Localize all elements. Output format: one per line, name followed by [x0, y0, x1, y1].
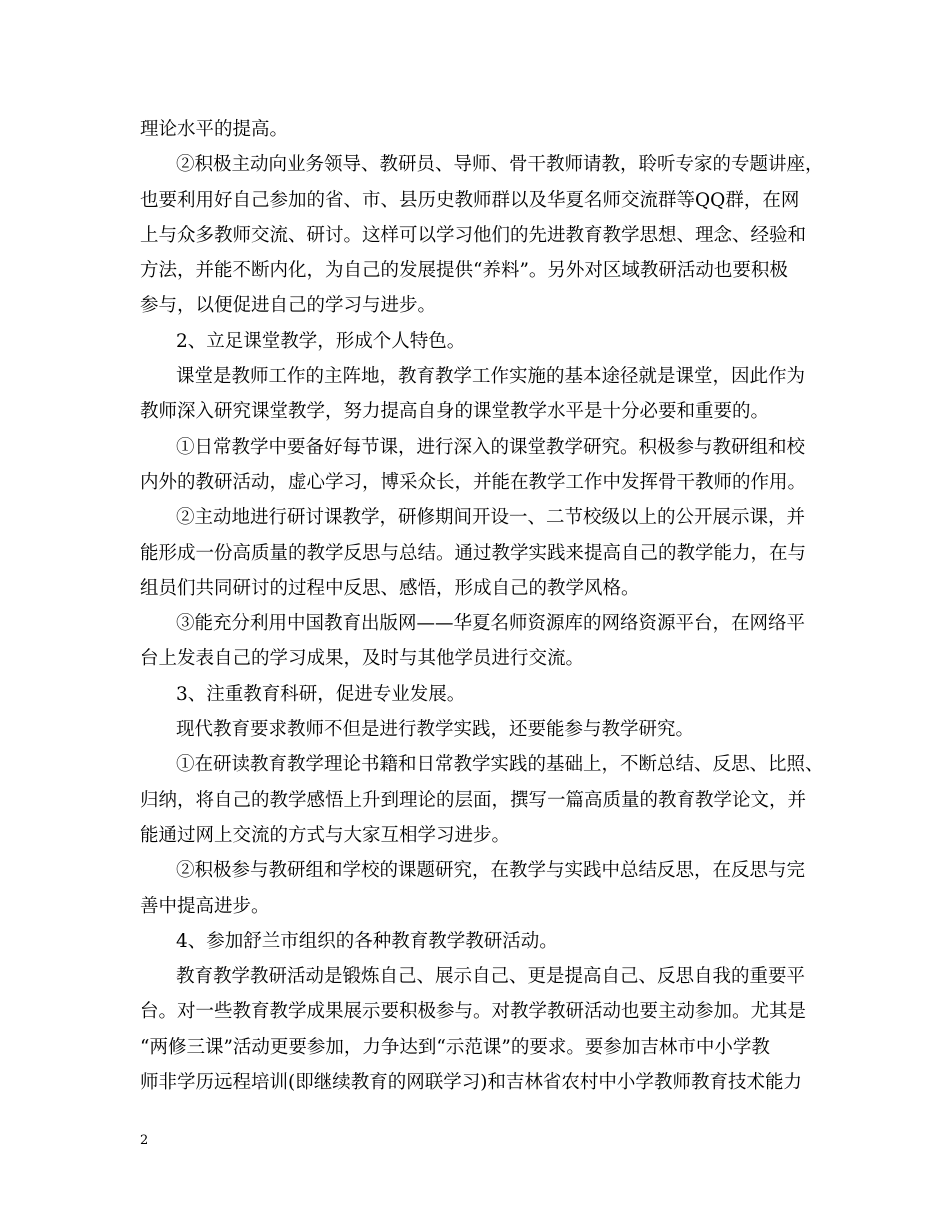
paragraph-line: “两修三课”活动更要参加，力争达到“示范课”的要求。要参加吉林市中小学教 — [140, 1036, 770, 1058]
paragraph-line: 台上发表自己的学习成果，及时与其他学员进行交流。 — [140, 648, 585, 670]
paragraph-line: 教育教学教研活动是锻炼自己、展示自己、更是提高自己、反思自我的重要平 — [176, 966, 806, 988]
document-body — [140, 112, 826, 1100]
paragraph-line: 师非学历远程培训(即继续教育的网联学习)和吉林省农村中小学教师教育技术能力 — [140, 1072, 802, 1094]
paragraph-line: 组员们共同研讨的过程中反思、感悟，形成自己的教学风格。 — [140, 577, 640, 599]
section-heading: 3、注重教育科研，促进专业发展。 — [176, 683, 466, 705]
page-number: 2 — [140, 1133, 149, 1148]
paragraph-line: 方法，并能不断内化，为自己的发展提供“养料”。另外对区域教研活动也要积极 — [140, 260, 788, 282]
paragraph-line: 内外的教研活动，虚心学习，博采众长，并能在教学工作中发挥骨干教师的作用。 — [140, 471, 807, 493]
paragraph-line: 课堂是教师工作的主阵地，教育教学工作实施的基本途径就是课堂，因此作为 — [176, 366, 806, 388]
paragraph-line: 能形成一份高质量的教学反思与总结。通过教学实践来提高自己的教学能力，在与 — [140, 542, 807, 564]
paragraph-line: 上与众多教师交流、研讨。这样可以学习他们的先进教育教学思想、理念、经验和 — [140, 224, 807, 246]
paragraph-line: 教师深入研究课堂教学，努力提高自身的课堂教学水平是十分必要和重要的。 — [140, 401, 770, 423]
paragraph-line: 能通过网上交流的方式与大家互相学习进步。 — [140, 824, 511, 846]
paragraph-line: ①日常教学中要备好每节课，进行深入的课堂教学研究。积极参与教研组和校 — [176, 436, 806, 458]
paragraph-line: 归纳，将自己的教学感悟上升到理论的层面，撰写一篇高质量的教育教学论文，并 — [140, 789, 807, 811]
paragraph-line: 理论水平的提高。 — [140, 119, 289, 140]
paragraph-line: ②积极主动向业务领导、教研员、导师、骨干教师请教，聆听专家的专题讲座， — [176, 154, 824, 176]
paragraph-line: 参与，以便促进自己的学习与进步。 — [140, 295, 437, 317]
paragraph-line: ②积极参与教研组和学校的课题研究，在教学与实践中总结反思，在反思与完 — [176, 860, 806, 882]
paragraph-line: ③能充分利用中国教育出版网——华夏名师资源库的网络资源平台，在网络平 — [176, 613, 806, 635]
paragraph-line: ①在研读教育教学理论书籍和日常教学实践的基础上，不断总结、反思、比照、 — [176, 754, 824, 776]
section-heading: 4、参加舒兰市组织的各种教育教学教研活动。 — [176, 930, 558, 952]
paragraph-line: 也要利用好自己参加的省、市、县历史教师群以及华夏名师交流群等QQ群，在网 — [140, 189, 800, 211]
paragraph-line: 善中提高进步。 — [140, 895, 270, 917]
paragraph-line: 现代教育要求教师不但是进行教学实践，还要能参与教学研究。 — [176, 719, 695, 741]
section-heading: 2、立足课堂教学，形成个人特色。 — [176, 330, 466, 352]
paragraph-line: ②主动地进行研讨课教学，研修期间开设一、二节校级以上的公开展示课，并 — [176, 507, 806, 529]
paragraph-line: 台。对一些教育教学成果展示要积极参与。对教学教研活动也要主动参加。尤其是 — [140, 1001, 807, 1023]
